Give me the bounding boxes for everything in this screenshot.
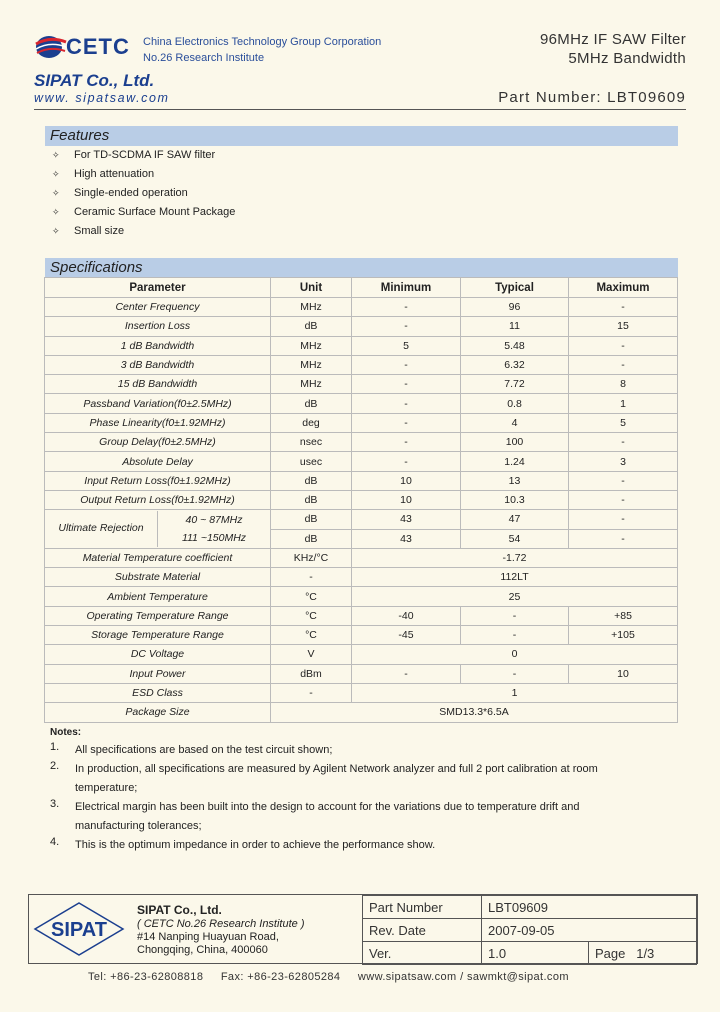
max-cell: 15 bbox=[569, 317, 678, 336]
value-cell: 1 bbox=[352, 683, 678, 702]
typ-cell: 10.3 bbox=[461, 490, 569, 509]
header-maximum: Maximum bbox=[569, 278, 678, 298]
feature-text: Ceramic Surface Mount Package bbox=[74, 206, 236, 218]
min-cell: - bbox=[352, 317, 461, 336]
bullet-icon: ✧ bbox=[52, 188, 60, 198]
features-heading: Features bbox=[45, 126, 678, 146]
typ-cell: 5.48 bbox=[461, 336, 569, 355]
header-parameter: Parameter bbox=[45, 278, 271, 298]
table-row bbox=[45, 452, 678, 471]
table-row bbox=[45, 490, 678, 509]
contact-fax: Fax: +86-23-62805284 bbox=[220, 971, 341, 983]
value-cell: 25 bbox=[352, 587, 678, 606]
min-cell: - bbox=[352, 452, 461, 471]
max-cell: - bbox=[569, 433, 678, 452]
sipat-logo-text: SIPAT bbox=[51, 919, 107, 941]
typ-cell: - bbox=[461, 626, 569, 645]
unit-cell: dB bbox=[271, 529, 352, 548]
typ-cell: - bbox=[461, 606, 569, 625]
version-value: 1.0 bbox=[482, 942, 589, 965]
typ-cell: 4 bbox=[461, 413, 569, 432]
param-cell: 1 dB Bandwidth bbox=[45, 336, 271, 355]
table-row bbox=[45, 375, 678, 394]
unit-cell: °C bbox=[271, 587, 352, 606]
min-cell: 43 bbox=[352, 529, 461, 548]
note-number: 1. bbox=[50, 741, 60, 753]
value-cell: 0 bbox=[352, 645, 678, 664]
feature-item bbox=[52, 206, 235, 218]
table-row bbox=[45, 683, 678, 702]
param-cell: Insertion Loss bbox=[45, 317, 271, 336]
version-label: Ver. bbox=[363, 942, 482, 965]
max-cell: - bbox=[569, 298, 678, 317]
cetc-logo bbox=[34, 32, 134, 62]
max-cell: - bbox=[569, 471, 678, 490]
table-row bbox=[45, 529, 678, 548]
unit-cell: dBm bbox=[271, 664, 352, 683]
note-number: 3. bbox=[50, 798, 60, 810]
note-item bbox=[50, 760, 650, 798]
param-cell: 3 dB Bandwidth bbox=[45, 355, 271, 374]
table-row bbox=[45, 626, 678, 645]
header-typical: Typical bbox=[461, 278, 569, 298]
max-cell: 10 bbox=[569, 664, 678, 683]
unit-cell: MHz bbox=[271, 375, 352, 394]
unit-cell: MHz bbox=[271, 336, 352, 355]
footer-box bbox=[28, 894, 698, 964]
table-row bbox=[45, 394, 678, 413]
website-link[interactable]: www. sipatsaw.com bbox=[34, 91, 170, 105]
typ-cell: 47 bbox=[461, 510, 569, 529]
note-text: In production, all specifications are measured by Agilent Network analyzer and full 2 port calibration at room temperature; bbox=[75, 763, 598, 794]
param-cell bbox=[45, 522, 271, 548]
feature-item bbox=[52, 149, 215, 161]
rev-date-label: Rev. Date bbox=[363, 919, 482, 942]
table-row bbox=[45, 645, 678, 664]
org-name: China Electronics Technology Group Corporation bbox=[143, 36, 382, 48]
table-row bbox=[45, 413, 678, 432]
sipat-logo bbox=[33, 901, 125, 957]
max-cell: 3 bbox=[569, 452, 678, 471]
table-row bbox=[45, 548, 678, 567]
param-cell: Operating Temperature Range bbox=[45, 606, 271, 625]
max-cell: - bbox=[569, 529, 678, 548]
rev-date-value: 2007-09-05 bbox=[482, 919, 697, 942]
note-text: Electrical margin has been built into the design to account for the variations due to temperature drift and manufacturing tolerances; bbox=[75, 801, 580, 832]
max-cell: 8 bbox=[569, 375, 678, 394]
max-cell: +85 bbox=[569, 606, 678, 625]
cetc-globe-icon bbox=[34, 32, 68, 62]
unit-cell: deg bbox=[271, 413, 352, 432]
contact-tel: Tel: +86-23-62808818 bbox=[88, 971, 204, 983]
typ-cell: 13 bbox=[461, 471, 569, 490]
feature-text: Small size bbox=[74, 225, 125, 237]
specifications-table bbox=[44, 277, 678, 723]
value-cell: -1.72 bbox=[352, 548, 678, 567]
header-minimum: Minimum bbox=[352, 278, 461, 298]
header-divider bbox=[34, 109, 686, 110]
header-unit: Unit bbox=[271, 278, 352, 298]
table-row bbox=[45, 606, 678, 625]
cetc-logo-text: CETC bbox=[66, 34, 130, 59]
typ-cell: 96 bbox=[461, 298, 569, 317]
part-number-label: Part Number bbox=[363, 896, 482, 919]
unit-cell: usec bbox=[271, 452, 352, 471]
param-cell: Substrate Material bbox=[45, 568, 271, 587]
company-name: SIPAT Co., Ltd. bbox=[34, 71, 155, 90]
max-cell: - bbox=[569, 490, 678, 509]
max-cell: - bbox=[569, 355, 678, 374]
min-cell: -45 bbox=[352, 626, 461, 645]
unit-cell: dB bbox=[271, 317, 352, 336]
typ-cell: 1.24 bbox=[461, 452, 569, 471]
param-cell: Output Return Loss(f0±1.92MHz) bbox=[45, 490, 271, 509]
param-cell: Phase Linearity(f0±1.92MHz) bbox=[45, 413, 271, 432]
param-cell: 15 dB Bandwidth bbox=[45, 375, 271, 394]
table-row bbox=[45, 703, 678, 722]
min-cell: 10 bbox=[352, 490, 461, 509]
product-title: 96MHz IF SAW Filter bbox=[540, 31, 686, 48]
param-cell: DC Voltage bbox=[45, 645, 271, 664]
max-cell: 1 bbox=[569, 394, 678, 413]
param-cell: Input Return Loss(f0±1.92MHz) bbox=[45, 471, 271, 490]
footer-institute: ( CETC No.26 Research Institute ) bbox=[137, 918, 305, 930]
spacer: Ultimate Rejection bbox=[58, 522, 144, 535]
typ-cell: 54 bbox=[461, 529, 569, 548]
min-cell: 10 bbox=[352, 471, 461, 490]
param-cell: Center Frequency bbox=[45, 298, 271, 317]
table-row bbox=[45, 664, 678, 683]
rejection-range: 111 ~150MHz bbox=[157, 529, 270, 547]
note-text: This is the optimum impedance in order to achieve the performance show. bbox=[75, 839, 436, 851]
max-cell: 5 bbox=[569, 413, 678, 432]
feature-item bbox=[52, 187, 188, 199]
table-row bbox=[45, 355, 678, 374]
table-header-row bbox=[45, 278, 678, 298]
max-cell: - bbox=[569, 510, 678, 529]
note-number: 2. bbox=[50, 760, 60, 772]
bullet-icon: ✧ bbox=[52, 150, 60, 160]
feature-item bbox=[52, 168, 154, 180]
param-cell: ESD Class bbox=[45, 683, 271, 702]
param-cell: Material Temperature coefficient bbox=[45, 548, 271, 567]
contact-web-mail[interactable]: www.sipatsaw.com / sawmkt@sipat.com bbox=[357, 971, 569, 983]
table-row bbox=[45, 587, 678, 606]
footer-address-line1: #14 Nanping Huayuan Road, bbox=[137, 931, 279, 943]
param-cell: Ambient Temperature bbox=[45, 587, 271, 606]
param-cell: Package Size bbox=[45, 703, 271, 722]
min-cell: 5 bbox=[352, 336, 461, 355]
part-number-value: LBT09609 bbox=[482, 896, 697, 919]
unit-cell: dB bbox=[271, 471, 352, 490]
min-cell: - bbox=[352, 394, 461, 413]
org-institute: No.26 Research Institute bbox=[143, 52, 265, 64]
min-cell: - bbox=[352, 298, 461, 317]
note-item bbox=[50, 836, 650, 855]
unit-cell: dB bbox=[271, 394, 352, 413]
typ-cell: 0.8 bbox=[461, 394, 569, 413]
unit-cell: V bbox=[271, 645, 352, 664]
contact-line bbox=[88, 971, 583, 983]
unit-cell: - bbox=[271, 683, 352, 702]
param-cell: Absolute Delay bbox=[45, 452, 271, 471]
param-cell: Passband Variation(f0±2.5MHz) bbox=[45, 394, 271, 413]
param-cell: Group Delay(f0±2.5MHz) bbox=[45, 433, 271, 452]
bullet-icon: ✧ bbox=[52, 207, 60, 217]
note-text: All specifications are based on the test circuit shown; bbox=[75, 744, 333, 756]
unit-cell: °C bbox=[271, 606, 352, 625]
value-cell: SMD13.3*6.5A bbox=[271, 703, 678, 722]
note-item bbox=[50, 741, 650, 760]
bullet-icon: ✧ bbox=[52, 169, 60, 179]
typ-cell: - bbox=[461, 664, 569, 683]
param-cell: Storage Temperature Range bbox=[45, 626, 271, 645]
typ-cell: 7.72 bbox=[461, 375, 569, 394]
footer-address-line2: Chongqing, China, 400060 bbox=[137, 944, 268, 956]
table-row bbox=[45, 433, 678, 452]
unit-cell: MHz bbox=[271, 298, 352, 317]
specifications-heading: Specifications bbox=[45, 258, 678, 278]
note-number: 4. bbox=[50, 836, 60, 848]
bullet-icon: ✧ bbox=[52, 226, 60, 236]
param-cell: Input Power bbox=[45, 664, 271, 683]
unit-cell: MHz bbox=[271, 355, 352, 374]
page-label: Page bbox=[595, 945, 626, 961]
footer-company: SIPAT Co., Ltd. bbox=[137, 903, 222, 917]
table-row bbox=[45, 336, 678, 355]
typ-cell: 100 bbox=[461, 433, 569, 452]
unit-cell: KHz/°C bbox=[271, 548, 352, 567]
page-indicator bbox=[589, 942, 697, 965]
unit-cell: dB bbox=[271, 510, 352, 529]
min-cell: 43 bbox=[352, 510, 461, 529]
unit-cell: - bbox=[271, 568, 352, 587]
table-row bbox=[45, 568, 678, 587]
page-value: 1/3 bbox=[636, 945, 655, 961]
product-subtitle: 5MHz Bandwidth bbox=[568, 50, 686, 67]
typ-cell: 6.32 bbox=[461, 355, 569, 374]
note-item bbox=[50, 798, 650, 836]
table-row bbox=[45, 317, 678, 336]
max-cell: +105 bbox=[569, 626, 678, 645]
feature-text: For TD-SCDMA IF SAW filter bbox=[74, 149, 216, 161]
min-cell: - bbox=[352, 375, 461, 394]
part-number-header: Part Number: LBT09609 bbox=[498, 89, 686, 106]
min-cell: - bbox=[352, 664, 461, 683]
document-info-table bbox=[362, 895, 697, 965]
max-cell: - bbox=[569, 336, 678, 355]
unit-cell: nsec bbox=[271, 433, 352, 452]
value-cell: 112LT bbox=[352, 568, 678, 587]
unit-cell: dB bbox=[271, 490, 352, 509]
table-row bbox=[45, 298, 678, 317]
min-cell: -40 bbox=[352, 606, 461, 625]
rejection-range: 40 ~ 87MHz bbox=[157, 511, 270, 529]
table-row bbox=[45, 471, 678, 490]
unit-cell: °C bbox=[271, 626, 352, 645]
notes-heading: Notes: bbox=[50, 727, 82, 738]
feature-text: High attenuation bbox=[74, 168, 155, 180]
feature-text: Single-ended operation bbox=[74, 187, 188, 199]
feature-item bbox=[52, 225, 124, 237]
min-cell: - bbox=[352, 355, 461, 374]
min-cell: - bbox=[352, 433, 461, 452]
typ-cell: 11 bbox=[461, 317, 569, 336]
min-cell: - bbox=[352, 413, 461, 432]
